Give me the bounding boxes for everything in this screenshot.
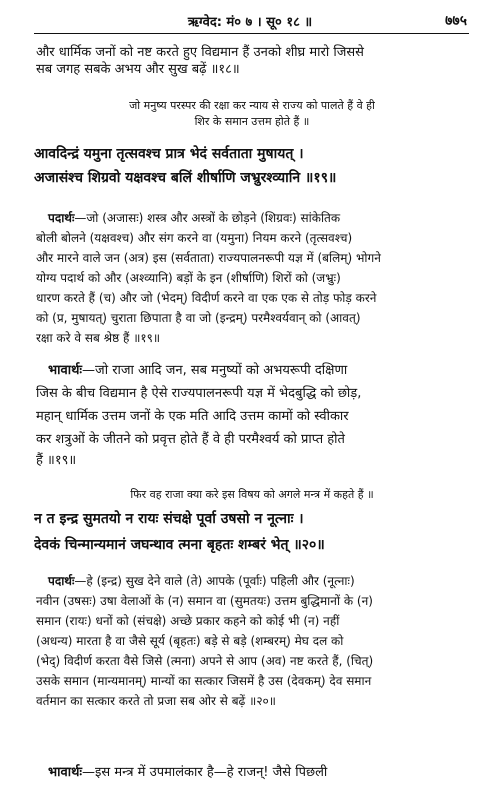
text-line: सब जगह सबके अभय और सुख बढ़ें ॥१८॥ xyxy=(36,62,240,77)
text-line: जो मनुष्य परस्पर की रक्षा कर न्याय से राज्य को पालते हैं वे ही xyxy=(129,99,375,112)
paragraph-end-verse-18 xyxy=(36,44,468,78)
text-line: शिर के समान उत्तम होते हैं ॥ xyxy=(194,115,310,128)
mantra-line: आवदिन्द्रं यमुना तृत्सवश्च प्रात्र भेदं सर्वताता मुषायत् । xyxy=(34,146,304,162)
text-line xyxy=(36,362,468,379)
text-line xyxy=(36,573,468,589)
mantra-line: न त इन्द्र सुमतयो न रायः संचक्षे पूर्वा उषसो न नूत्नाः । xyxy=(34,511,304,527)
padartha-label: पदार्थः xyxy=(48,574,75,588)
mantra-line: अजासंश्च शिग्रवो यक्षवश्च बलिं शीर्षाणि जभ्रुरश्व्यानि ॥१९॥ xyxy=(34,170,337,186)
mantra-line: देवकं चिन्मान्यमानं जघन्थाव त्मना बृहतः शम्बरं भेत् ॥२०॥ xyxy=(34,537,325,553)
text-line: को (प्र, मुषायत्) चुराता छिपाता है वा जो (इन्द्रम्) परमैश्वर्यवान् को (आवत्) xyxy=(36,311,361,325)
padartha-19 xyxy=(36,210,468,346)
text-line: कर शत्रुओं के जीतने को प्रवृत्त होते हैं वे ही परमैश्वर्य को प्राप्त होते xyxy=(36,432,345,447)
verse-19-introduction xyxy=(36,98,468,130)
text-line: और धार्मिक जनों को नष्ट करते हुए विद्यमान हैं उनको शीघ्र मारो जिससे xyxy=(36,45,364,60)
text-line: वर्तमान का सत्कार करते तो प्रजा सब ओर से बढ़ें ॥२०॥ xyxy=(36,694,276,708)
text-line: नवीन (उषसः) उषा वेलाओं के (न) समान वा (सुमतयः) उत्तम बुद्धिमानों के (न) xyxy=(36,594,373,608)
text-line xyxy=(36,764,468,781)
text-line: धारण करते हैं (च) और जो (भेदम्) विदीर्ण करने वा एक एक से तोड़ फोड़ करने xyxy=(36,291,377,305)
text-line: हैं ॥१९॥ xyxy=(36,453,77,468)
text-span: —जो राजा आदि जन, सब मनुष्यों को अभयरूपी दक्षिणा xyxy=(82,363,348,378)
text-line: जिस के बीच विद्यमान है ऐसे राज्यपालनरूपी यज्ञ में भेदबुद्धि को छोड़, xyxy=(36,386,362,401)
text-line: उसके समान (मान्यमानम्) मान्यों का सत्कार जिसमें है उस (देवकम्) देव समान xyxy=(36,674,372,688)
text-line: (भेद्) विदीर्ण करता वैसे जिसे (त्मना) अपने से आप (अव) नष्ट करते हैं, (चित्) xyxy=(36,654,374,668)
text-line: महान् धार्मिक उत्तम जनों के एक मति आदि उत्तम कामों को स्वीकार xyxy=(36,409,349,424)
bhavartha-19 xyxy=(36,362,468,469)
text-span: —इस मन्त्र में उपमालंकार है—हे राजन्! जैसे पिछली xyxy=(82,765,328,780)
text-line: बोली बोलने (यक्षवश्च) और संग करने वा (यमुना) नियम करने (तृत्सवश्च) xyxy=(36,231,353,245)
mantra-20 xyxy=(34,506,470,558)
text-line xyxy=(36,210,468,226)
bhavartha-20 xyxy=(36,764,468,781)
text-span: —जो (अजासः) शस्त्र और अस्त्रों के छोड़ने (शिग्रवः) सांकेतिक xyxy=(74,211,341,225)
text-span: —हे (इन्द्र) सुख देने वाले (ते) आपके (पूर्वाः) पहिली और (नूत्नाः) xyxy=(74,574,355,588)
bhavartha-label: भावार्थः xyxy=(48,363,83,378)
page-header xyxy=(0,10,503,32)
page-number: ७७५ xyxy=(445,13,467,29)
verse-20-introduction xyxy=(36,487,468,503)
mantra-19 xyxy=(34,142,470,190)
text-line: (अधन्य) मारता है वा जैसे सूर्य (बृहतः) बड़े से बड़े (शम्बरम्) मेघ दल को xyxy=(36,634,344,648)
padartha-label: पदार्थः xyxy=(48,211,75,225)
padartha-20 xyxy=(36,573,468,709)
text-line: समान (रायः) धनों को (संचक्षे) अच्छे प्रकार कहने को कोई भी (न) नहीं xyxy=(36,614,340,628)
bhavartha-label: भावार्थः xyxy=(48,765,83,780)
text-line: योग्य पदार्थ को और (अश्व्यानि) बड़ों के इन (शीर्षाणि) शिरों को (जभ्रुः) xyxy=(36,271,341,285)
text-line: रक्षा करे वे सब श्रेष्ठ हैं ॥१९॥ xyxy=(36,331,161,345)
header-rule xyxy=(34,33,469,34)
text-line: फिर वह राजा क्या करे इस विषय को अगले मन्त्र में कहते हैं ॥ xyxy=(130,488,374,501)
running-head: ऋग्वेद: मं० ७ । सू० १८ ॥ xyxy=(187,15,313,30)
text-line: और मारने वाले जन (अत्र) इस (सर्वताता) राज्यपालनरूपी यज्ञ में (बलिम्) भोगने xyxy=(36,251,381,265)
